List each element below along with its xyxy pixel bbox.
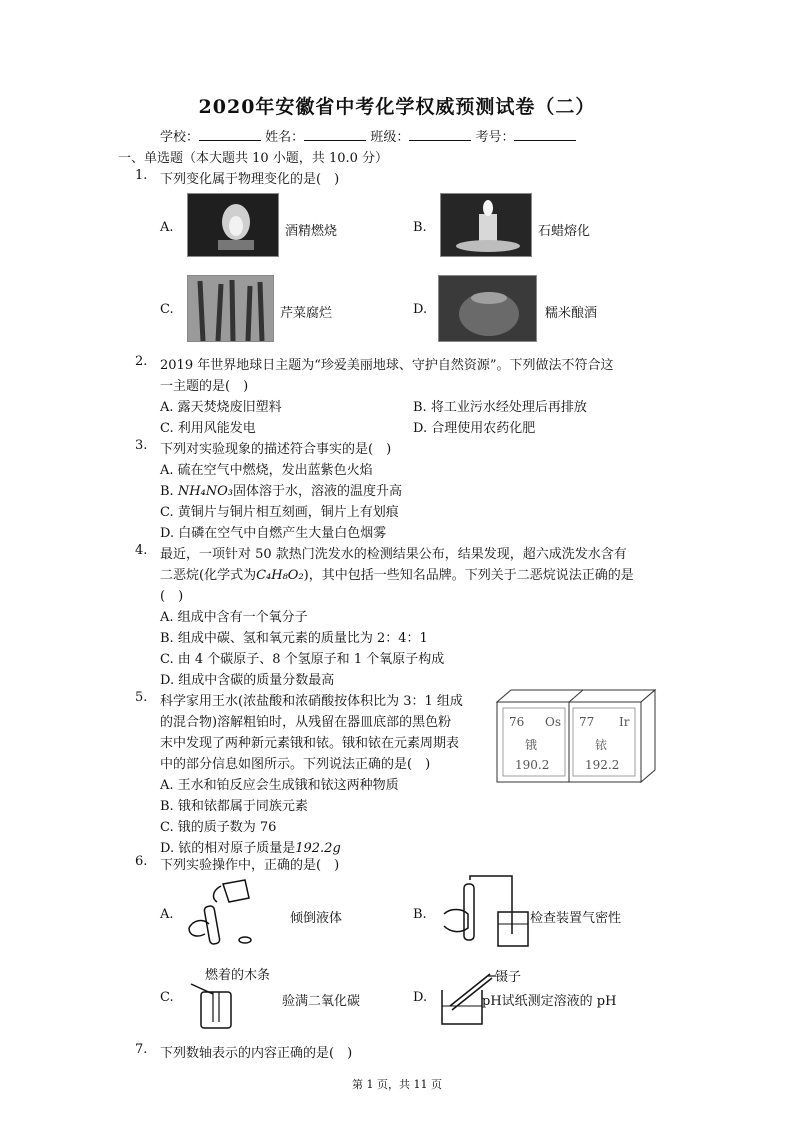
question-text: 下列数轴表示的内容正确的是( ) (160, 1046, 353, 1061)
name-label: 姓名： (265, 130, 305, 145)
option-d: D. 白磷在空气中自燃产生大量白色烟雾 (160, 526, 387, 541)
os-name: 锇 (525, 738, 538, 752)
question-text: 二恶烷(化学式为C₄H₈O₂)，其中包括一些知名品牌。下列关于二恶烷说法正确的是 (160, 568, 634, 583)
option-text: 检查装置气密性 (530, 911, 622, 926)
question-number: 4. (135, 543, 148, 558)
question-text: 下列变化属于物理变化的是( ) (160, 172, 340, 187)
os-atomic-number: 76 (509, 715, 525, 729)
option-text: 倾倒液体 (290, 911, 343, 926)
student-info-line (160, 126, 576, 145)
alcohol-burning-photo (187, 193, 279, 257)
diagram-label: 燃着的木条 (205, 968, 271, 983)
section-heading: 一、单选题（本大题共 10 小题，共 10.0 分） (118, 151, 389, 166)
option-label: D. (413, 990, 428, 1005)
question-text: ( ) (160, 589, 184, 604)
option-text: 石蜡熔化 (538, 224, 591, 239)
question-number: 2. (135, 354, 148, 369)
airtightness-apparatus-icon (440, 874, 530, 954)
option-label: C. (160, 990, 174, 1005)
option-label: B. (413, 907, 427, 922)
question-text: 科学家用王水(浓盐酸和浓硝酸按体积比为 3：1 组成 (160, 694, 463, 709)
option-label: A. (160, 907, 174, 922)
option-text: 糯米酿酒 (545, 306, 598, 321)
question-text: 下列实验操作中，正确的是( ) (160, 858, 340, 873)
option-b: B. 组成中碳、氢和氧元素的质量比为 2：4：1 (160, 631, 428, 646)
candle-icon (441, 194, 531, 256)
class-label: 班级： (370, 130, 410, 145)
option-d: D. 铱的相对原子质量是192.2g (160, 841, 341, 856)
ir-symbol: Ir (619, 715, 630, 729)
option-a: A. 王水和铂反应会生成锇和铱这两种物质 (160, 778, 399, 793)
question-text: 的混合物)溶解粗铂时，从残留在器皿底部的黑色粉 (160, 715, 452, 730)
option-a: A. 露天焚烧废旧塑料 (160, 400, 282, 415)
question-text: 末中发现了两种新元素锇和铱。锇和铱在元素周期表 (160, 736, 460, 751)
option-text: 酒精燃烧 (285, 224, 338, 239)
page-title: 2020年安徽省中考化学权威预测试卷（二） (198, 96, 596, 118)
option-label: A. (160, 220, 174, 235)
class-blank[interactable] (409, 128, 471, 141)
school-label: 学校： (160, 130, 200, 145)
option-b: B. 将工业污水经处理后再排放 (413, 400, 587, 415)
option-c: C. 利用风能发电 (160, 421, 256, 436)
os-mass: 190.2 (515, 758, 550, 772)
question-text: 中的部分信息如图所示。下列说法正确的是( ) (160, 757, 431, 772)
question-number: 5. (135, 690, 148, 705)
formula: C₄H₈O₂ (256, 568, 304, 583)
option-c: C. 黄铜片与铜片相互刻画，铜片上有划痕 (160, 505, 399, 520)
candle-melting-photo (440, 193, 532, 257)
ir-name: 铱 (595, 738, 608, 752)
school-blank[interactable] (199, 128, 261, 141)
option-d: D. 合理使用农药化肥 (413, 421, 536, 436)
exam-no-blank[interactable] (514, 128, 576, 141)
formula: NH₄NO₃ (177, 484, 233, 499)
question-text: 一主题的是( ) (160, 379, 249, 394)
celery-rotting-photo (187, 275, 274, 342)
name-blank[interactable] (304, 128, 366, 141)
option-a: A. 组成中含有一个氧分子 (160, 610, 308, 625)
option-text: 验满二氧化碳 (282, 994, 361, 1009)
os-symbol: Os (545, 715, 561, 729)
question-text: 下列对实验现象的描述符合事实的是( ) (160, 442, 392, 457)
exam-no-label: 考号： (475, 130, 515, 145)
page-footer: 第 1 页，共 11 页 (352, 1078, 442, 1091)
question-number: 6. (135, 854, 148, 869)
option-a: A. 硫在空气中燃烧，发出蓝紫色火焰 (160, 463, 373, 478)
periodic-table-cells (495, 688, 657, 784)
question-text: 最近，一项针对 50 款热门洗发水的检测结果公布，结果发现，超六成洗发水含有 (160, 547, 627, 562)
pouring-liquid-icon (183, 876, 263, 954)
option-label: C. (160, 302, 174, 317)
question-text: 2019 年世界地球日主题为“珍爱美丽地球、守护自然资源”。下列做法不符合这 (160, 358, 614, 373)
rice-wine-photo (438, 275, 537, 342)
flame-icon (188, 194, 278, 256)
question-number: 3. (135, 438, 148, 453)
option-b: B. NH₄NO₃固体溶于水，溶液的温度升高 (160, 484, 403, 499)
celery-icon (188, 276, 273, 341)
option-text: pH试纸测定溶液的 pH (482, 994, 617, 1009)
option-b: B. 锇和铱都属于同族元素 (160, 799, 308, 814)
option-c: C. 由 4 个碳原子、8 个氢原子和 1 个氧原子构成 (160, 652, 445, 667)
option-label: B. (413, 220, 427, 235)
diagram-label: 镊子 (495, 970, 522, 985)
question-number: 7. (135, 1042, 148, 1057)
option-c: C. 锇的质子数为 76 (160, 820, 277, 835)
ir-mass: 192.2 (585, 758, 620, 772)
ir-atomic-number: 77 (579, 715, 595, 729)
co2-bottle-icon (183, 978, 243, 1030)
option-d: D. 组成中含碳的质量分数最高 (160, 673, 335, 688)
wine-jar-icon (439, 276, 536, 341)
option-label: D. (413, 302, 428, 317)
option-text: 芹菜腐烂 (280, 306, 333, 321)
question-number: 1. (135, 168, 148, 183)
